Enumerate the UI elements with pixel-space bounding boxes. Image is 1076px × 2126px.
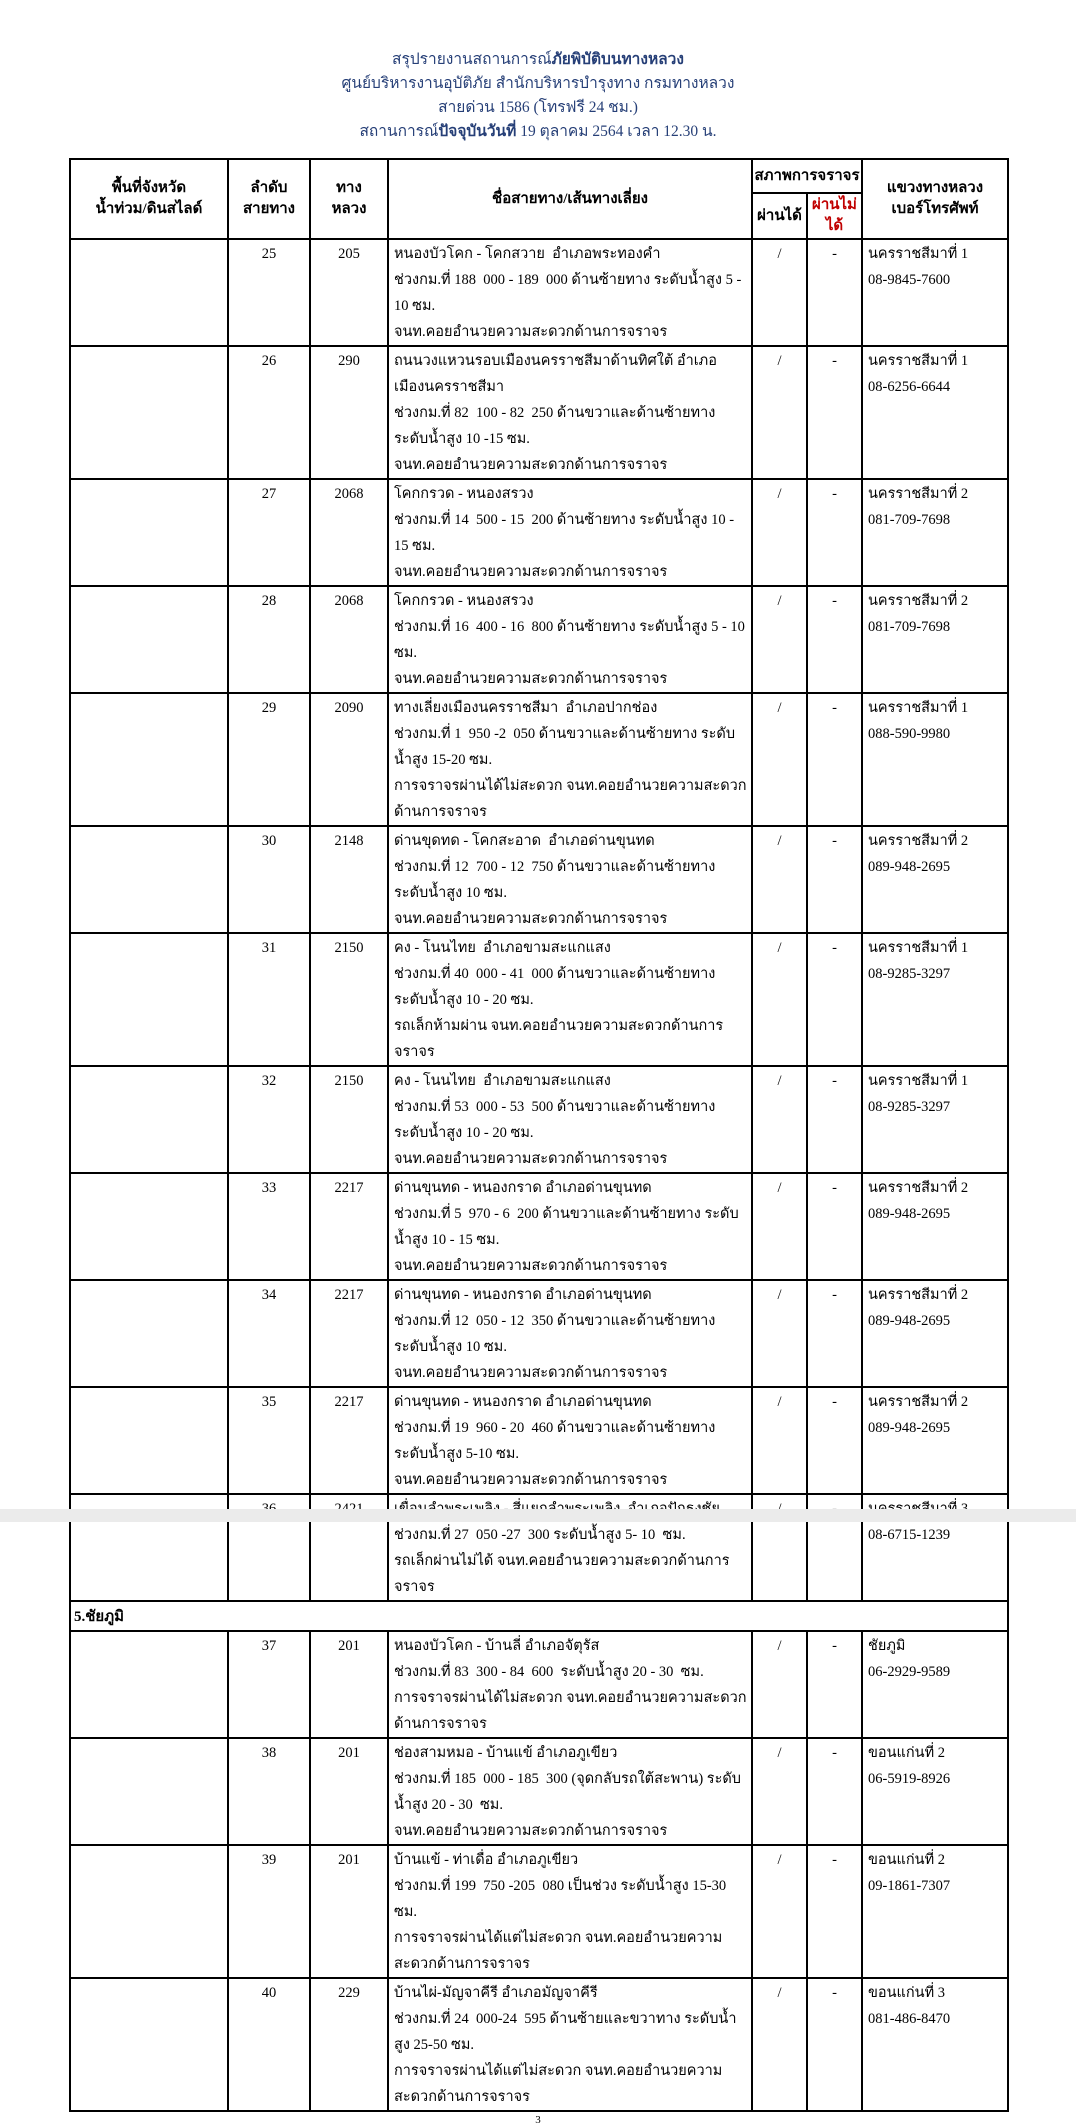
table-row	[70, 1978, 1008, 2111]
traffic-blocked-cell: -	[807, 1387, 862, 1494]
route-detail-line: ช่วงกม.ที่ 27 050 -27 300 ระดับน้ำสูง 5- 10 ซม.	[394, 1527, 686, 1543]
route-detail-line: บ้านแข้ - ท่าเดื่อ อำเภอภูเขียว	[394, 1852, 579, 1868]
traffic-blocked-cell: -	[807, 1173, 862, 1280]
table-row	[70, 346, 1008, 479]
route-order-cell: 33	[228, 1173, 310, 1280]
route-detail-line: จนท.คอยอำนวยความสะดวกด้านการจราจร	[394, 1258, 668, 1274]
route-order-cell: 28	[228, 586, 310, 693]
col-header-district	[862, 159, 1008, 239]
route-detail-line: จนท.คอยอำนวยความสะดวกด้านการจราจร	[394, 1823, 668, 1839]
area-cell	[70, 933, 228, 1066]
province-section-row	[70, 1601, 1008, 1631]
district-name: นครราชสีมาที่ 2	[868, 593, 969, 609]
route-order-cell: 32	[228, 1066, 310, 1173]
traffic-passable-cell: /	[752, 479, 807, 586]
district-name: นครราชสีมาที่ 1	[868, 353, 969, 369]
district-phone: 081-709-7698	[868, 512, 951, 528]
route-detail-line: ช่วงกม.ที่ 16 400 - 16 800 ด้านซ้ายทาง ระดับน้ำสูง 5 - 10 ซม.	[394, 619, 749, 661]
district-phone: 089-948-2695	[868, 1420, 951, 1436]
traffic-passable-cell: /	[752, 1978, 807, 2111]
route-description-cell	[388, 1387, 752, 1494]
route-description-cell	[388, 479, 752, 586]
province-section-cell	[70, 1601, 1008, 1631]
route-order-cell: 27	[228, 479, 310, 586]
report-title-bold: ภัยพิบัติบนทางหลวง	[551, 51, 684, 68]
table-row	[70, 479, 1008, 586]
traffic-blocked-cell: -	[807, 346, 862, 479]
area-cell	[70, 1978, 228, 2111]
col-header-highway-line1: ทาง	[336, 180, 362, 196]
traffic-passable-cell: /	[752, 1173, 807, 1280]
col-header-district-line1: แขวงทางหลวง	[886, 180, 984, 196]
route-order-cell: 39	[228, 1845, 310, 1978]
route-description-cell	[388, 1738, 752, 1845]
route-detail-line: โคกกรวด - หนองสรวง	[394, 593, 534, 609]
col-header-area	[70, 159, 228, 239]
district-phone-cell	[862, 933, 1008, 1066]
col-header-traffic: สภาพการจราจร	[752, 159, 862, 193]
table-row	[70, 239, 1008, 346]
table-row	[70, 586, 1008, 693]
route-detail-line: ช่วงกม.ที่ 19 960 - 20 460 ด้านขวาและด้านซ้ายทาง ระดับน้ำสูง 5-10 ซม.	[394, 1420, 719, 1462]
district-name: นครราชสีมาที่ 1	[868, 246, 969, 262]
route-detail-line: ช่วงกม.ที่ 40 000 - 41 000 ด้านขวาและด้านซ้ายทาง ระดับน้ำสูง 10 - 20 ซม.	[394, 966, 719, 1008]
district-name: ขอนแก่นที่ 2	[868, 1745, 946, 1761]
table-row	[70, 693, 1008, 826]
route-detail-line: การจราจรผ่านได้แต่ไม่สะดวก จนท.คอยอำนวยความสะดวกด้านการจราจร	[394, 2063, 723, 2105]
route-description-cell	[388, 1066, 752, 1173]
highway-number-cell: 2217	[310, 1173, 388, 1280]
traffic-blocked-cell: -	[807, 479, 862, 586]
district-phone: 08-6256-6644	[868, 379, 951, 395]
district-phone: 09-1861-7307	[868, 1878, 951, 1894]
table-row	[70, 826, 1008, 933]
route-detail-line: ช่วงกม.ที่ 1 950 -2 050 ด้านขวาและด้านซ้ายทาง ระดับน้ำสูง 15-20 ซม.	[394, 726, 736, 768]
district-name: นครราชสีมาที่ 2	[868, 486, 969, 502]
route-detail-line: ถนนวงแหวนรอบเมืองนครราชสีมาด้านทิศใต้ อำเภอเมืองนครราชสีมา	[394, 353, 717, 395]
route-description-cell	[388, 586, 752, 693]
status-bold: ปัจจุบันวันที่	[438, 123, 517, 140]
col-header-order-line1: ลำดับ	[250, 180, 288, 196]
route-detail-line: ช่วงกม.ที่ 12 700 - 12 750 ด้านขวาและด้านซ้ายทาง ระดับน้ำสูง 10 ซม.	[394, 859, 719, 901]
route-detail-line: จนท.คอยอำนวยความสะดวกด้านการจราจร	[394, 564, 668, 580]
area-cell	[70, 1280, 228, 1387]
route-detail-line: จนท.คอยอำนวยความสะดวกด้านการจราจร	[394, 1151, 668, 1167]
district-phone: 08-9285-3297	[868, 1099, 951, 1115]
district-name: นครราชสีมาที่ 2	[868, 1287, 969, 1303]
province-section-label: 5.ชัยภูมิ	[74, 1609, 124, 1625]
route-description-cell	[388, 346, 752, 479]
report-title	[0, 48, 1076, 72]
status-prefix: สถานการณ์	[359, 123, 439, 140]
highway-number-cell: 2068	[310, 479, 388, 586]
col-header-highway-line2: หลวง	[331, 201, 367, 217]
area-cell	[70, 1066, 228, 1173]
route-detail-line: ด่านขุดทด - โคกสะอาด อำเภอด่านขุนทด	[394, 833, 655, 849]
highway-number-cell: 229	[310, 1978, 388, 2111]
route-detail-line: ช่องสามหมอ - บ้านแข้ อำเภอภูเขียว	[394, 1745, 618, 1761]
traffic-passable-cell: /	[752, 1631, 807, 1738]
district-phone-cell	[862, 1845, 1008, 1978]
area-cell	[70, 479, 228, 586]
route-detail-line: จนท.คอยอำนวยความสะดวกด้านการจราจร	[394, 1365, 668, 1381]
traffic-passable-cell: /	[752, 1387, 807, 1494]
route-detail-line: การจราจรผ่านได้ไม่สะดวก จนท.คอยอำนวยความสะดวกด้านการจราจร	[394, 1690, 747, 1732]
district-phone-cell	[862, 479, 1008, 586]
highway-number-cell: 205	[310, 239, 388, 346]
district-phone: 08-6715-1239	[868, 1527, 951, 1543]
hotline-line: สายด่วน 1586 (โทรฟรี 24 ชม.)	[438, 99, 638, 116]
status-rest: 19 ตุลาคม 2564 เวลา 12.30 น.	[516, 123, 717, 140]
col-header-order	[228, 159, 310, 239]
highway-number-cell: 201	[310, 1738, 388, 1845]
route-order-cell: 31	[228, 933, 310, 1066]
highway-number-cell: 2217	[310, 1387, 388, 1494]
col-header-passable: ผ่านได้	[752, 193, 807, 239]
route-description-cell	[388, 1978, 752, 2111]
traffic-blocked-cell: -	[807, 826, 862, 933]
traffic-passable-cell: /	[752, 239, 807, 346]
route-order-cell: 25	[228, 239, 310, 346]
col-header-district-line2: เบอร์โทรศัพท์	[891, 201, 979, 217]
route-detail-line: ช่วงกม.ที่ 82 100 - 82 250 ด้านขวาและด้านซ้ายทาง ระดับน้ำสูง 10 -15 ซม.	[394, 405, 719, 447]
table-body	[70, 239, 1008, 2111]
col-header-order-line2: สายทาง	[242, 201, 295, 217]
highway-number-cell: 2148	[310, 826, 388, 933]
district-phone: 06-2929-9589	[868, 1664, 951, 1680]
traffic-passable-cell: /	[752, 693, 807, 826]
route-description-cell	[388, 933, 752, 1066]
route-order-cell: 29	[228, 693, 310, 826]
district-phone: 089-948-2695	[868, 1313, 951, 1329]
route-detail-line: หนองบัวโคก - โคกสวาย อำเภอพระทองคำ	[394, 246, 661, 262]
route-detail-line: ช่วงกม.ที่ 24 000-24 595 ด้านซ้ายและขวาทาง ระดับน้ำสูง 25-50 ซม.	[394, 2011, 737, 2053]
district-phone: 081-486-8470	[868, 2011, 951, 2027]
route-detail-line: จนท.คอยอำนวยความสะดวกด้านการจราจร	[394, 671, 668, 687]
area-cell	[70, 346, 228, 479]
col-header-blocked: ผ่านไม่ได้	[807, 193, 862, 239]
disaster-report-table	[69, 158, 1009, 2112]
district-phone: 088-590-9980	[868, 726, 951, 742]
route-order-cell: 40	[228, 1978, 310, 2111]
traffic-blocked-cell: -	[807, 1631, 862, 1738]
route-detail-line: จนท.คอยอำนวยความสะดวกด้านการจราจร	[394, 324, 668, 340]
table-row	[70, 1845, 1008, 1978]
route-detail-line: ช่วงกม.ที่ 5 970 - 6 200 ด้านขวาและด้านซ้ายทาง ระดับน้ำสูง 10 - 15 ซม.	[394, 1206, 739, 1248]
traffic-blocked-cell: -	[807, 1066, 862, 1173]
district-phone-cell	[862, 1978, 1008, 2111]
traffic-passable-cell: /	[752, 586, 807, 693]
col-header-route: ชื่อสายทาง/เส้นทางเลี่ยง	[388, 159, 752, 239]
district-phone-cell	[862, 1631, 1008, 1738]
route-order-cell: 26	[228, 346, 310, 479]
area-cell	[70, 1173, 228, 1280]
route-detail-line: บ้านไผ่-มัญจาคีรี อำเภอมัญจาคีรี	[394, 1985, 598, 2001]
district-name: นครราชสีมาที่ 1	[868, 700, 969, 716]
highway-number-cell: 2150	[310, 933, 388, 1066]
traffic-blocked-cell: -	[807, 693, 862, 826]
district-name: นครราชสีมาที่ 2	[868, 1180, 969, 1196]
district-phone-cell	[862, 1738, 1008, 1845]
col-header-highway	[310, 159, 388, 239]
area-cell	[70, 1387, 228, 1494]
area-cell	[70, 693, 228, 826]
district-phone: 089-948-2695	[868, 1206, 951, 1222]
route-detail-line: หนองบัวโคก - บ้านลี่ อำเภอจัตุรัส	[394, 1638, 600, 1654]
area-cell	[70, 586, 228, 693]
route-description-cell	[388, 693, 752, 826]
route-detail-line: ช่วงกม.ที่ 83 300 - 84 600 ระดับน้ำสูง 20 - 30 ซม.	[394, 1664, 704, 1680]
page-bottom-strip	[0, 1509, 1076, 1522]
route-detail-line: จนท.คอยอำนวยความสะดวกด้านการจราจร	[394, 1472, 668, 1488]
district-phone: 089-948-2695	[868, 859, 951, 875]
district-phone-cell	[862, 1173, 1008, 1280]
route-detail-line: ช่วงกม.ที่ 188 000 - 189 000 ด้านซ้ายทาง ระดับน้ำสูง 5 - 10 ซม.	[394, 272, 745, 314]
route-detail-line: การจราจรผ่านได้ไม่สะดวก จนท.คอยอำนวยความสะดวกด้านการจราจร	[394, 778, 747, 820]
highway-number-cell: 2068	[310, 586, 388, 693]
route-description-cell	[388, 1280, 752, 1387]
route-order-cell: 38	[228, 1738, 310, 1845]
route-description-cell	[388, 1631, 752, 1738]
district-phone-cell	[862, 1387, 1008, 1494]
traffic-blocked-cell: -	[807, 1978, 862, 2111]
table-row	[70, 1738, 1008, 1845]
report-subtitle: ศูนย์บริหารงานอุบัติภัย สำนักบริหารบำรุงทาง กรมทางหลวง	[341, 75, 735, 92]
table-row	[70, 1280, 1008, 1387]
traffic-passable-cell: /	[752, 1738, 807, 1845]
highway-number-cell: 290	[310, 346, 388, 479]
route-order-cell: 34	[228, 1280, 310, 1387]
district-phone-cell	[862, 826, 1008, 933]
area-cell	[70, 826, 228, 933]
table-row	[70, 1387, 1008, 1494]
col-header-area-line1: พื้นที่จังหวัด	[111, 180, 187, 196]
area-cell	[70, 1845, 228, 1978]
district-phone: 08-9845-7600	[868, 272, 951, 288]
traffic-passable-cell: /	[752, 1280, 807, 1387]
route-detail-line: คง - โนนไทย อำเภอขามสะแกแสง	[394, 940, 611, 956]
traffic-passable-cell: /	[752, 826, 807, 933]
traffic-blocked-cell: -	[807, 933, 862, 1066]
traffic-passable-cell: /	[752, 1066, 807, 1173]
route-detail-line: จนท.คอยอำนวยความสะดวกด้านการจราจร	[394, 457, 668, 473]
traffic-passable-cell: /	[752, 346, 807, 479]
route-detail-line: จนท.คอยอำนวยความสะดวกด้านการจราจร	[394, 911, 668, 927]
route-description-cell	[388, 1173, 752, 1280]
district-phone-cell	[862, 346, 1008, 479]
document-header	[0, 0, 1076, 144]
route-order-cell: 35	[228, 1387, 310, 1494]
area-cell	[70, 1738, 228, 1845]
col-header-area-line2: น้ำท่วม/ดินสไลด์	[95, 201, 203, 217]
route-detail-line: ช่วงกม.ที่ 12 050 - 12 350 ด้านขวาและด้านซ้ายทาง ระดับน้ำสูง 10 ซม.	[394, 1313, 719, 1355]
district-phone-cell	[862, 693, 1008, 826]
traffic-blocked-cell: -	[807, 1738, 862, 1845]
route-description-cell	[388, 826, 752, 933]
route-detail-line: ช่วงกม.ที่ 53 000 - 53 500 ด้านขวาและด้านซ้ายทาง ระดับน้ำสูง 10 - 20 ซม.	[394, 1099, 719, 1141]
district-name: ชัยภูมิ	[868, 1638, 906, 1654]
route-order-cell: 30	[228, 826, 310, 933]
traffic-blocked-cell: -	[807, 239, 862, 346]
table-row	[70, 1066, 1008, 1173]
route-order-cell: 37	[228, 1631, 310, 1738]
traffic-passable-cell: /	[752, 933, 807, 1066]
route-description-cell	[388, 1845, 752, 1978]
table-row	[70, 933, 1008, 1066]
district-name: นครราชสีมาที่ 1	[868, 1073, 969, 1089]
district-phone-cell	[862, 239, 1008, 346]
route-detail-line: ช่วงกม.ที่ 199 750 -205 080 เป็นช่วง ระดับน้ำสูง 15-30 ซม.	[394, 1878, 730, 1920]
route-detail-line: รถเล็กผ่านไม่ได้ จนท.คอยอำนวยความสะดวกด้านการจราจร	[394, 1553, 730, 1595]
district-phone-cell	[862, 586, 1008, 693]
route-detail-line: ช่วงกม.ที่ 14 500 - 15 200 ด้านซ้ายทาง ระดับน้ำสูง 10 - 15 ซม.	[394, 512, 738, 554]
district-name: นครราชสีมาที่ 2	[868, 833, 969, 849]
route-detail-line: ด่านขุนทด - หนองกราด อำเภอด่านขุนทด	[394, 1180, 652, 1196]
district-phone-cell	[862, 1066, 1008, 1173]
route-description-cell	[388, 239, 752, 346]
table-row	[70, 1631, 1008, 1738]
traffic-passable-cell: /	[752, 1845, 807, 1978]
highway-number-cell: 201	[310, 1845, 388, 1978]
route-detail-line: ทางเลี่ยงเมืองนครราชสีมา อำเภอปากช่อง	[394, 700, 658, 716]
district-phone: 08-9285-3297	[868, 966, 951, 982]
table-header	[70, 159, 1008, 239]
route-detail-line: ด่านขุนทด - หนองกราด อำเภอด่านขุนทด	[394, 1287, 652, 1303]
highway-number-cell: 2217	[310, 1280, 388, 1387]
table-row	[70, 1173, 1008, 1280]
district-phone: 081-709-7698	[868, 619, 951, 635]
status-line	[0, 120, 1076, 144]
highway-number-cell: 2090	[310, 693, 388, 826]
area-cell	[70, 1631, 228, 1738]
route-detail-line: การจราจรผ่านได้แต่ไม่สะดวก จนท.คอยอำนวยความสะดวกด้านการจราจร	[394, 1930, 723, 1972]
traffic-blocked-cell: -	[807, 586, 862, 693]
highway-number-cell: 201	[310, 1631, 388, 1738]
page-number: 3	[535, 2114, 541, 2126]
highway-number-cell: 2150	[310, 1066, 388, 1173]
route-detail-line: โคกกรวด - หนองสรวง	[394, 486, 534, 502]
traffic-blocked-cell: -	[807, 1280, 862, 1387]
report-title-prefix: สรุปรายงานสถานการณ์	[392, 51, 552, 68]
district-name: ขอนแก่นที่ 2	[868, 1852, 946, 1868]
route-detail-line: ด่านขุนทด - หนองกราด อำเภอด่านขุนทด	[394, 1394, 652, 1410]
district-name: นครราชสีมาที่ 1	[868, 940, 969, 956]
area-cell	[70, 239, 228, 346]
district-name: นครราชสีมาที่ 2	[868, 1394, 969, 1410]
district-name: ขอนแก่นที่ 3	[868, 1985, 946, 2001]
route-detail-line: คง - โนนไทย อำเภอขามสะแกแสง	[394, 1073, 611, 1089]
route-detail-line: ช่วงกม.ที่ 185 000 - 185 300 (จุดกลับรถใต้สะพาน) ระดับน้ำสูง 20 - 30 ซม.	[394, 1771, 741, 1813]
district-phone: 06-5919-8926	[868, 1771, 951, 1787]
district-phone-cell	[862, 1280, 1008, 1387]
traffic-blocked-cell: -	[807, 1845, 862, 1978]
route-detail-line: รถเล็กห้ามผ่าน จนท.คอยอำนวยความสะดวกด้านการจราจร	[394, 1018, 724, 1060]
